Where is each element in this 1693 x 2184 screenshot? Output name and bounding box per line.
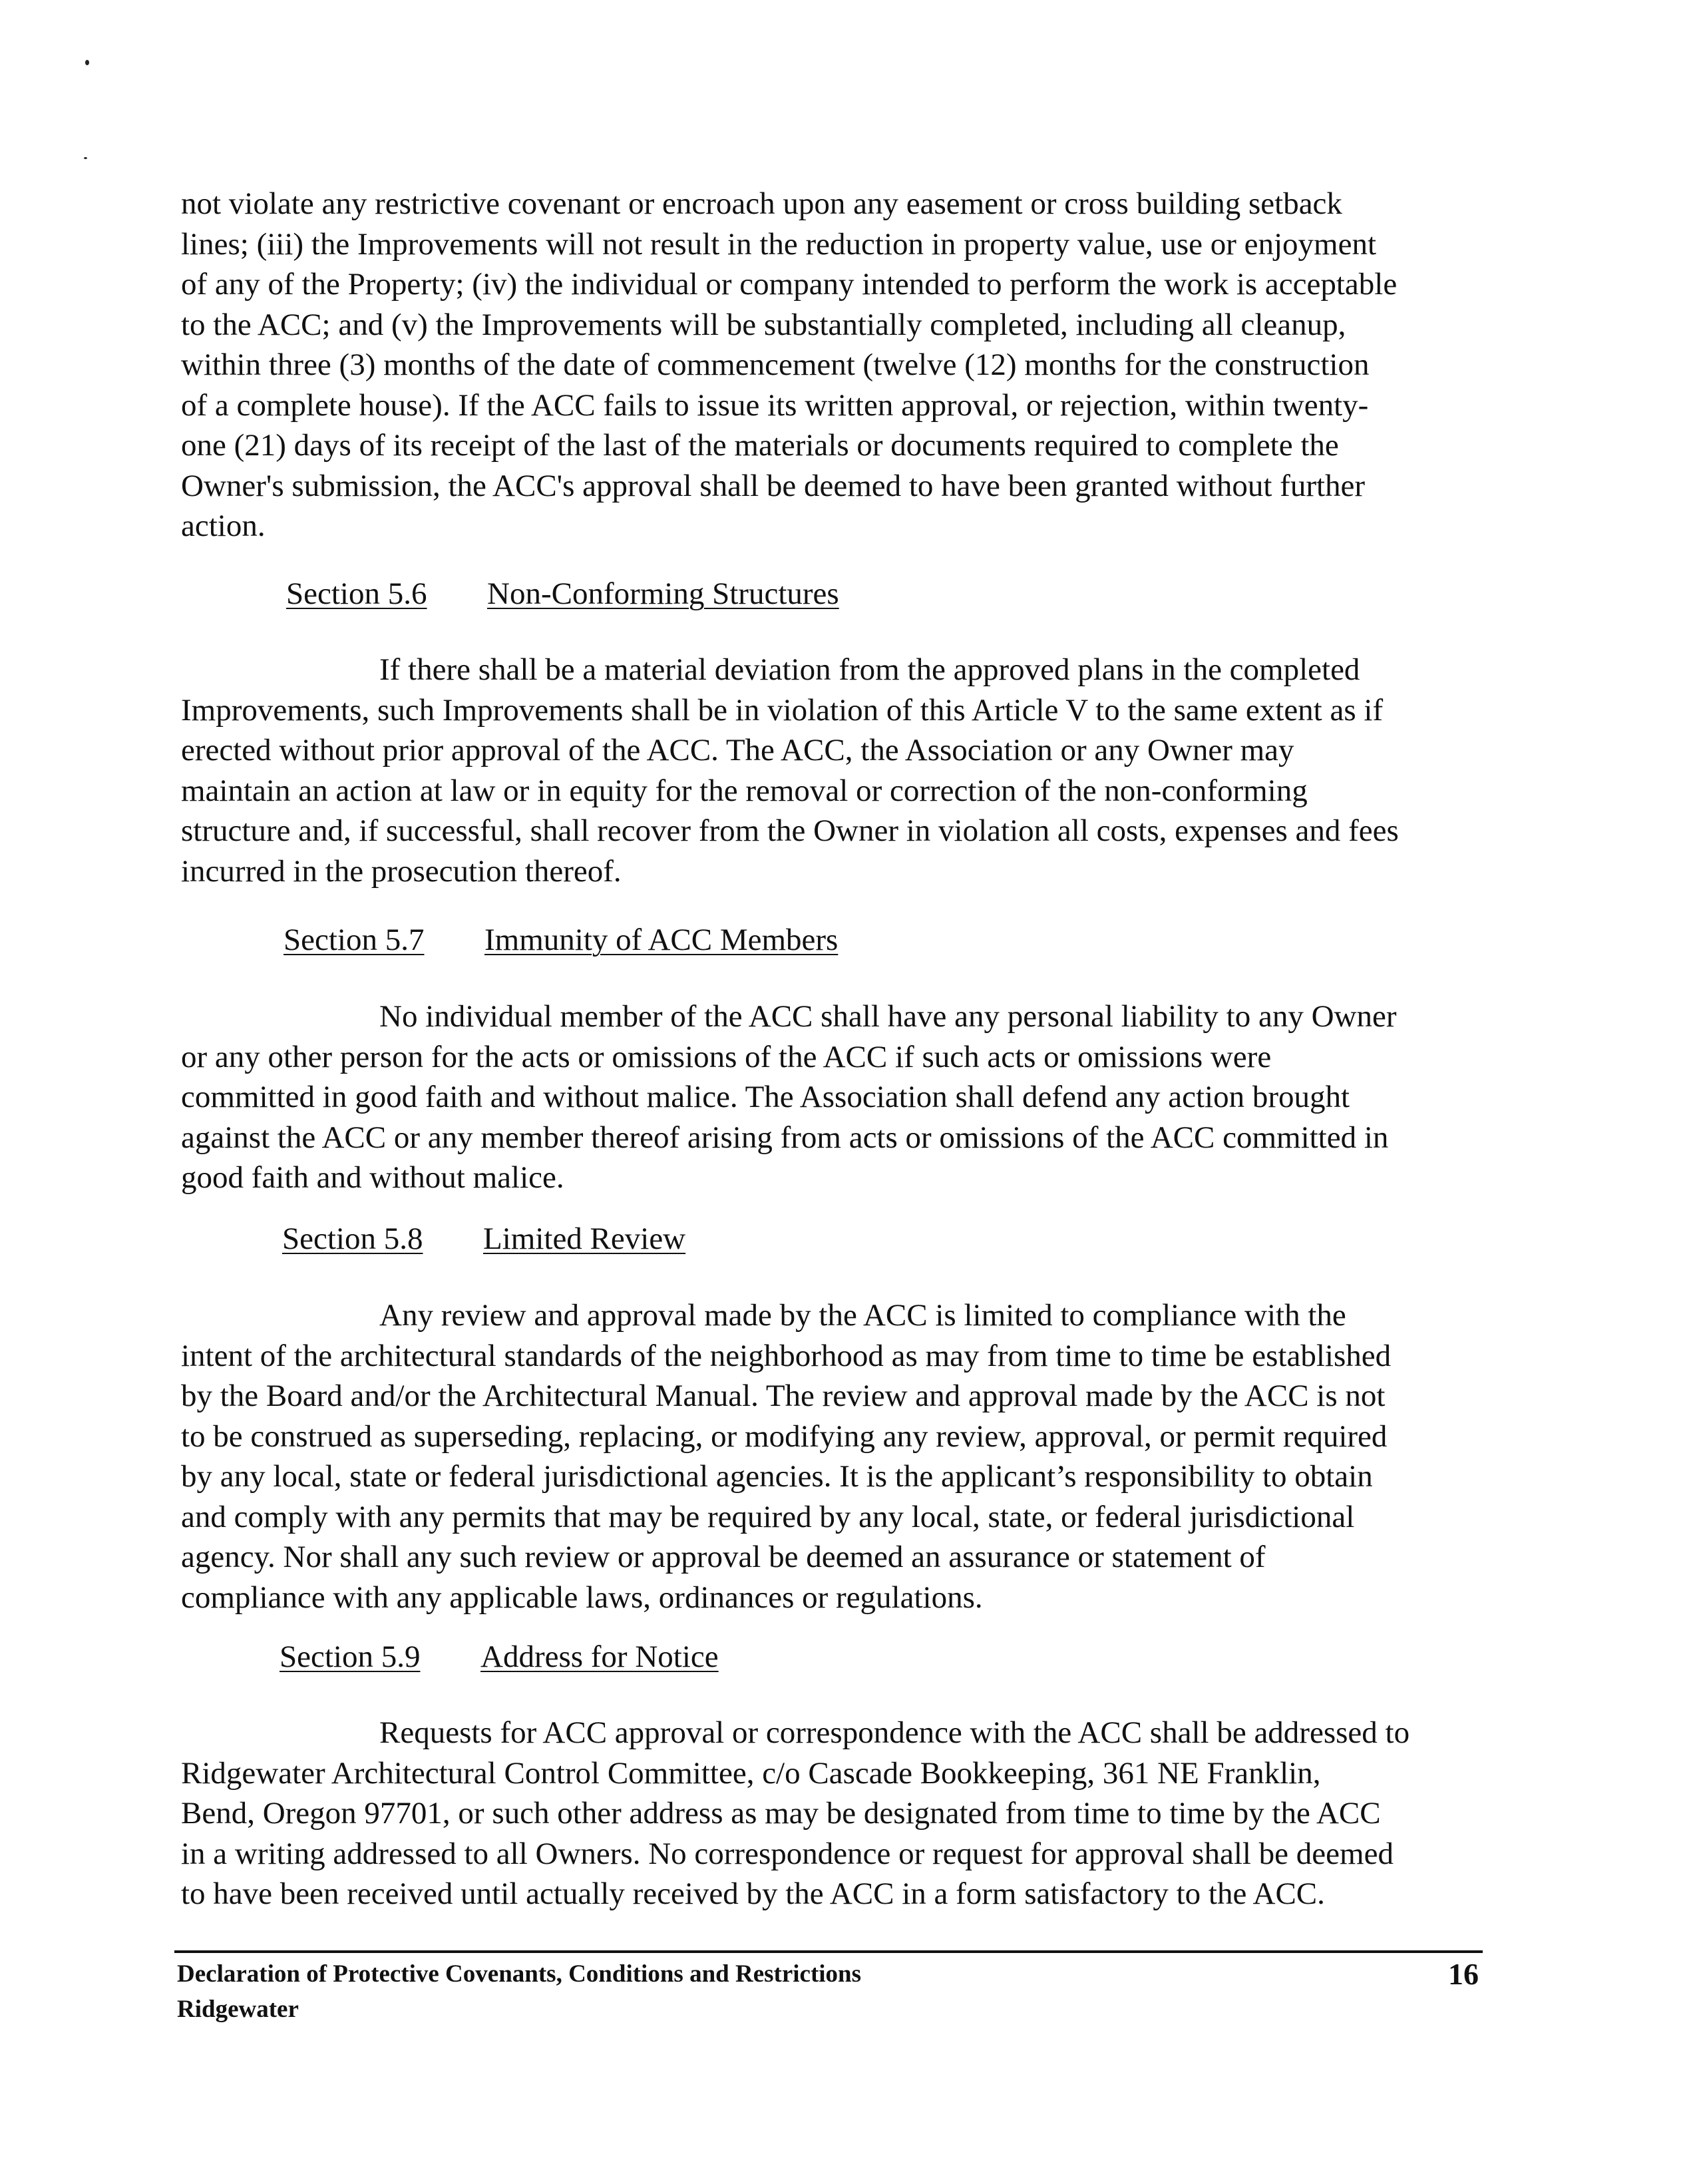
text-line: action.: [181, 509, 266, 543]
footer-divider: [174, 1950, 1483, 1953]
text-line: one (21) days of its receipt of the last of the materials or documents required to complete the: [181, 428, 1339, 463]
section-title: Limited Review: [483, 1221, 686, 1256]
section-number: Section 5.8: [282, 1221, 423, 1256]
section-number: Section 5.9: [280, 1639, 421, 1674]
text-line: by any local, state or federal jurisdictional agencies. It is the applicant’s responsibility to obtain: [181, 1459, 1373, 1494]
text-line: against the ACC or any member thereof arising from acts or omissions of the ACC committed in: [181, 1120, 1389, 1155]
text-line: within three (3) months of the date of commencement (twelve (12) months for the construction: [181, 347, 1370, 382]
text-line: agency. Nor shall any such review or approval be deemed an assurance or statement of: [181, 1540, 1266, 1574]
section-5-7-body: [181, 996, 1499, 1198]
text-line: Any review and approval made by the ACC is limited to compliance with the: [379, 1298, 1346, 1333]
section-title: Immunity of ACC Members: [484, 923, 839, 957]
intro-paragraph: [181, 184, 1499, 546]
text-line: No individual member of the ACC shall have any personal liability to any Owner: [379, 999, 1397, 1034]
text-line: to the ACC; and (v) the Improvements will be substantially completed, including all cleanup,: [181, 307, 1346, 342]
text-line: erected without prior approval of the ACC. The ACC, the Association or any Owner may: [181, 733, 1294, 767]
text-line: lines; (iii) the Improvements will not result in the reduction in property value, use or enjoyment: [181, 226, 1377, 262]
text-line: If there shall be a material deviation from the approved plans in the completed: [379, 652, 1360, 687]
text-line: committed in good faith and without malice. The Association shall defend any action brought: [181, 1080, 1350, 1114]
text-line: maintain an action at law or in equity for the removal or correction of the non-conforming: [181, 773, 1308, 808]
page-number: 16: [1448, 1957, 1479, 1991]
text-line: Owner's submission, the ACC's approval shall be deemed to have been granted without further: [181, 468, 1366, 503]
scan-speck: [85, 60, 89, 65]
text-line: of any of the Property; (iv) the individual or company intended to perform the work is acceptable: [181, 267, 1398, 302]
section-number: Section 5.7: [283, 923, 425, 957]
text-line: in a writing addressed to all Owners. No correspondence or request for approval shall be deemed: [181, 1836, 1394, 1871]
text-line: and comply with any permits that may be required by any local, state, or federal jurisdictional: [181, 1499, 1355, 1534]
section-5-9-body: [181, 1713, 1499, 1914]
text-line: or any other person for the acts or omissions of the ACC if such acts or omissions were: [181, 1039, 1272, 1074]
text-line: of a complete house). If the ACC fails to issue its written approval, or rejection, within twenty-: [181, 387, 1369, 423]
text-line: to be construed as superseding, replacing, or modifying any review, approval, or permit required: [181, 1419, 1388, 1454]
section-number: Section 5.6: [286, 576, 427, 611]
text-line: by the Board and/or the Architectural Manual. The review and approval made by the ACC is not: [181, 1379, 1386, 1413]
text-line: incurred in the prosecution thereof.: [181, 853, 622, 889]
text-line: compliance with any applicable laws, ordinances or regulations.: [181, 1580, 983, 1615]
text-line: Improvements, such Improvements shall be in violation of this Article V to the same extent as if: [181, 692, 1384, 728]
footer-document-title: Declaration of Protective Covenants, Conditions and Restrictions: [177, 1960, 862, 1988]
section-5-6-body: [181, 650, 1499, 891]
scan-speck: [84, 157, 87, 159]
text-line: intent of the architectural standards of the neighborhood as may from time to time be established: [181, 1338, 1392, 1373]
text-line: Bend, Oregon 97701, or such other address as may be designated from time to time by the ACC: [181, 1796, 1381, 1831]
section-title: Address for Notice: [480, 1639, 719, 1674]
text-line: structure and, if successful, shall recover from the Owner in violation all costs, expenses and fees: [181, 813, 1399, 848]
text-line: good faith and without malice.: [181, 1160, 564, 1195]
text-line: Ridgewater Architectural Control Committee, c/o Cascade Bookkeeping, 361 NE Franklin,: [181, 1755, 1321, 1791]
footer-document-subtitle: Ridgewater: [177, 1996, 299, 2023]
text-line: not violate any restrictive covenant or encroach upon any easement or cross building setback: [181, 186, 1342, 221]
text-line: Requests for ACC approval or correspondence with the ACC shall be addressed to: [379, 1715, 1410, 1750]
section-5-8-body: [181, 1295, 1499, 1618]
section-title: Non-Conforming Structures: [487, 576, 839, 611]
text-line: to have been received until actually received by the ACC in a form satisfactory to the ACC.: [181, 1876, 1325, 1911]
